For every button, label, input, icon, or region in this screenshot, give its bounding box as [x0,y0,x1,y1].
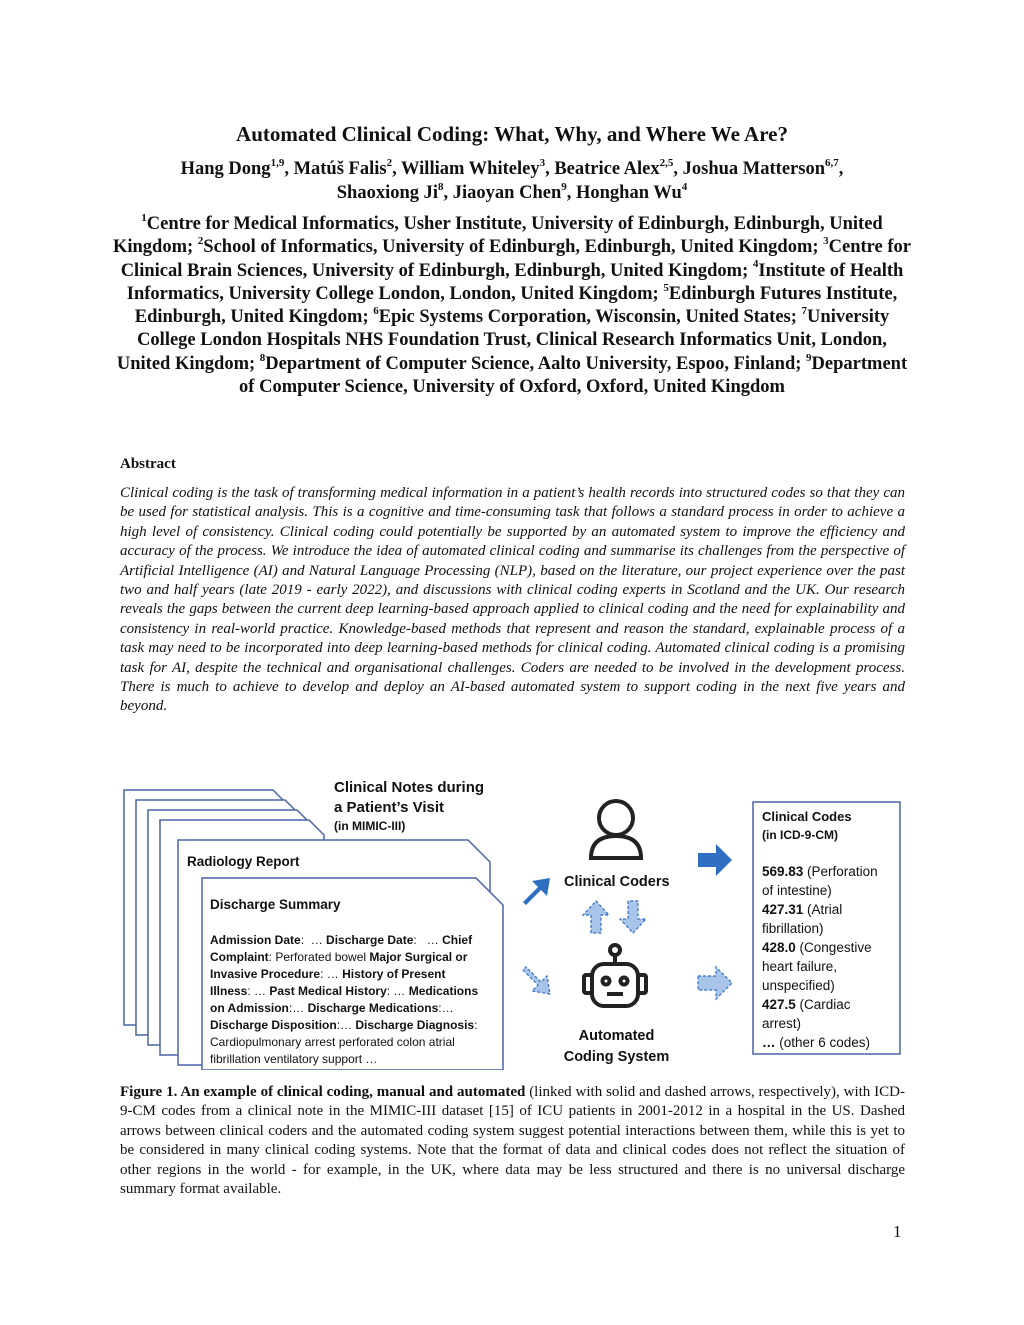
bold-segment: Admission Date [210,933,301,947]
author-name: William Whiteley [401,159,540,179]
affiliation-text: Department of Computer Science, Aalto University, Espoo, Finland; [265,353,807,374]
bold-segment: … [762,1035,776,1050]
arrow-system-to-codes [698,967,732,999]
affiliation-text: Edinburgh Futures Institute, Edinburgh, United Kingdom; [134,283,898,328]
affiliation-number: 4 [752,258,759,271]
text-line [762,938,878,957]
author-affil-marker: 9 [561,180,567,193]
author-list [110,157,914,205]
bold-segment: Discharge Disposition [210,1018,337,1032]
affiliation-text: School of Informatics, University of Edinburgh, Edinburgh, United Kingdom; [203,237,824,258]
affiliation-text: Department of Computer Science, University of Oxford, Oxford, United Kingdom [239,353,908,398]
text-segment: : … [413,933,443,947]
codes-list [762,862,878,1052]
text-line [762,976,878,995]
bold-segment: Invasive Procedure [210,967,321,981]
text-line [210,1017,478,1034]
system-label [554,1026,679,1068]
affiliation-number: 2 [197,235,204,248]
radiology-report-label: Radiology Report [187,854,300,869]
text-line [762,1033,878,1052]
discharge-summary-text [210,932,478,1068]
text-segment: : … [386,984,409,998]
text-segment: of intestine) [762,883,832,898]
author-affil-marker: 8 [438,180,444,193]
bold-segment: Illness [210,984,248,998]
author-separator: , [443,183,453,203]
text-segment: : [474,1018,478,1032]
bold-segment: History of Present [342,967,446,981]
text-segment: :… [336,1018,356,1032]
text-line [762,900,878,919]
affiliation-number: 1 [141,211,147,224]
text-line [762,995,878,1014]
text-line [210,932,478,949]
text-segment: (Atrial [803,902,843,917]
figure-1 [118,770,908,1070]
system-label-line-1: Automated [578,1028,655,1044]
coders-label: Clinical Coders [564,874,670,890]
author-name: Hang Dong [180,159,271,179]
text-line [762,957,878,976]
author-affil-marker: 4 [681,180,688,193]
affiliation-text: Epic Systems Corporation, Wisconsin, United States; [378,307,802,328]
author-affil-marker: 2,5 [659,156,674,169]
text-segment: (Perforation [803,864,878,879]
affiliation-number: 7 [801,305,808,318]
affiliation-number: 3 [823,235,829,248]
abstract-text: Clinical coding is the task of transforming medical information in a patient’s health records into structured codes so that they can be used for statistical analysis. This is a cognitive and time-consuming task that follows a standard process in order to achieve a high level of consistency. Clinical coding could potentially be supported by an automated system to improve the efficiency and accuracy of the process. We introduce the idea of automated clinical coding and summarise its challenges from the perspective of Artificial Intelligence (AI) and Natural Language Processing (NLP), based on the literature, our project experience over the past two and half years (late 2019 - early 2022), and discussions with clinical coding experts in Scotland and the UK. Our research reveals the gaps between the current deep learning-based approach applied to clinical coding and the need for explainability and consistency in real-world practice. Knowledge-based methods that represent and reason the standard, explainable process of a task may need to be incorporated into deep learning-based methods for clinical coding. Automated clinical coding is a promising task for AI, despite the technical and organisational challenges. Coders are needed to be involved in the development process. There is much to achieve to develop and deploy an AI-based automated system to support coding in the next five years and beyond. [120,485,905,715]
affiliation-text: Institute of Health Informatics, University College London, London, United Kingdom; [126,260,904,304]
bold-segment: Discharge Medications [307,1001,439,1015]
author-affil-marker: 1,9 [270,156,285,169]
affiliation-number: 9 [806,351,812,364]
discharge-summary-label: Discharge Summary [210,897,341,912]
text-segment: (other 6 codes) [775,1035,871,1050]
text-line [210,1000,478,1017]
text-segment: fibrillation ventilatory support … [210,1052,378,1066]
bold-segment: 427.31 [762,902,804,917]
affiliation-text: Centre for Clinical Brain Sciences, University of Edinburgh, Edinburgh, United Kingdom; [120,237,911,281]
text-line [762,1014,878,1033]
caption-text: (linked with solid and dashed arrows, respectively), with ICD-9-CM codes from a clinical note in the MIMIC-III dataset [15] of ICU patients in 2001-2012 in a hospital in the US. Dashed arrows between clinical coders and the automated coding system suggest potential interactions between them, while this is yet to be considered in many clinical coding systems. Note that the format of data and clinical codes does not reflect the situation of other regions in the world - for example, in the UK, where data may be less structured and there is no universal discharge summary format available. [120,1084,905,1198]
robot-icon [584,945,646,1006]
text-segment: heart failure, [762,959,838,974]
text-line [210,949,478,966]
author-name: Matúš Falis [293,159,387,179]
text-line [210,983,478,1000]
author-name: Jiaoyan Chen [452,183,562,203]
bold-segment: Past Medical History [269,984,387,998]
text-line [210,1034,478,1051]
affiliation-number: 6 [373,305,379,318]
text-segment: :… [288,1001,308,1015]
affiliation-number: 5 [663,281,669,294]
bold-segment: Medications [408,984,479,998]
text-segment: : Perforated bowel [268,950,370,964]
codes-title [762,808,852,844]
bold-segment: Discharge Date [326,933,414,947]
bold-segment: Discharge Diagnosis [355,1018,475,1032]
bold-segment: Complaint [210,950,269,964]
notes-title-line-2: a Patient’s Visit [334,799,445,816]
notes-title-line-1: Clinical Notes during [334,779,485,796]
bold-segment: on Admission [210,1001,289,1015]
person-icon [591,801,641,858]
bold-segment: 427.5 [762,997,796,1012]
text-segment: fibrillation) [762,921,824,936]
affiliation-number: 8 [259,351,266,364]
author-separator: , [673,159,683,179]
affiliation-text: University College London Hospitals NHS Foundation Trust, Clinical Research Informatics Unit, London, United Kingdom; [116,307,890,374]
abstract-heading: Abstract [120,456,176,472]
notes-title [334,778,484,834]
text-segment: : … [320,967,343,981]
author-separator: , [838,159,844,179]
text-segment: : … [247,984,270,998]
author-separator: , [392,159,401,179]
text-line [762,881,878,900]
bold-segment: 569.83 [762,864,804,879]
author-name: Shaoxiong Ji [336,183,439,203]
text-line [762,919,878,938]
text-line [210,966,478,983]
arrow-notes-to-coders [523,878,550,905]
page-number: 1 [893,1222,902,1241]
arrow-coders-to-system [620,901,646,933]
notes-subtitle: (in MIMIC-III) [334,819,406,833]
affiliations [110,213,914,399]
paper-title: Automated Clinical Coding: What, Why, and Where We Are? [236,122,788,146]
text-segment: :… [438,1001,454,1015]
author-affil-marker: 2 [386,156,393,169]
text-segment: Cardiopulmonary arrest perforated colon atrial [210,1035,455,1049]
codes-title-line-2: (in ICD-9-CM) [762,828,838,842]
arrow-notes-to-system [523,967,550,994]
text-segment: : … [300,933,327,947]
text-line [762,862,878,881]
figure-caption [120,1083,905,1199]
author-affil-marker: 3 [539,156,546,169]
author-name: Joshua Matterson [682,159,826,179]
system-label-line-2: Coding System [563,1049,670,1065]
caption-bold: Figure 1. An example of clinical coding, manual and automated [120,1084,526,1100]
text-line [210,1051,478,1068]
author-affil-marker: 6,7 [825,156,839,169]
text-segment: unspecified) [762,978,835,993]
bold-segment: 428.0 [762,940,796,955]
codes-title-line-1: Clinical Codes [762,809,852,824]
arrow-coders-to-codes [698,844,732,876]
author-separator: , [284,159,294,179]
text-segment: (Cardiac [795,997,851,1012]
author-separator: , [545,159,555,179]
author-name: Beatrice Alex [554,159,660,179]
arrow-system-to-coders [583,901,609,933]
bold-segment: Major Surgical or [369,950,468,964]
bold-segment: Chief [442,933,473,947]
text-segment: (Congestive [795,940,872,955]
author-separator: , [566,183,576,203]
author-name: Honghan Wu [575,183,682,203]
affiliation-text: Centre for Medical Informatics, Usher Institute, University of Edinburgh, Edinburgh, United Kingdom; [112,214,883,258]
text-segment: arrest) [762,1016,802,1031]
